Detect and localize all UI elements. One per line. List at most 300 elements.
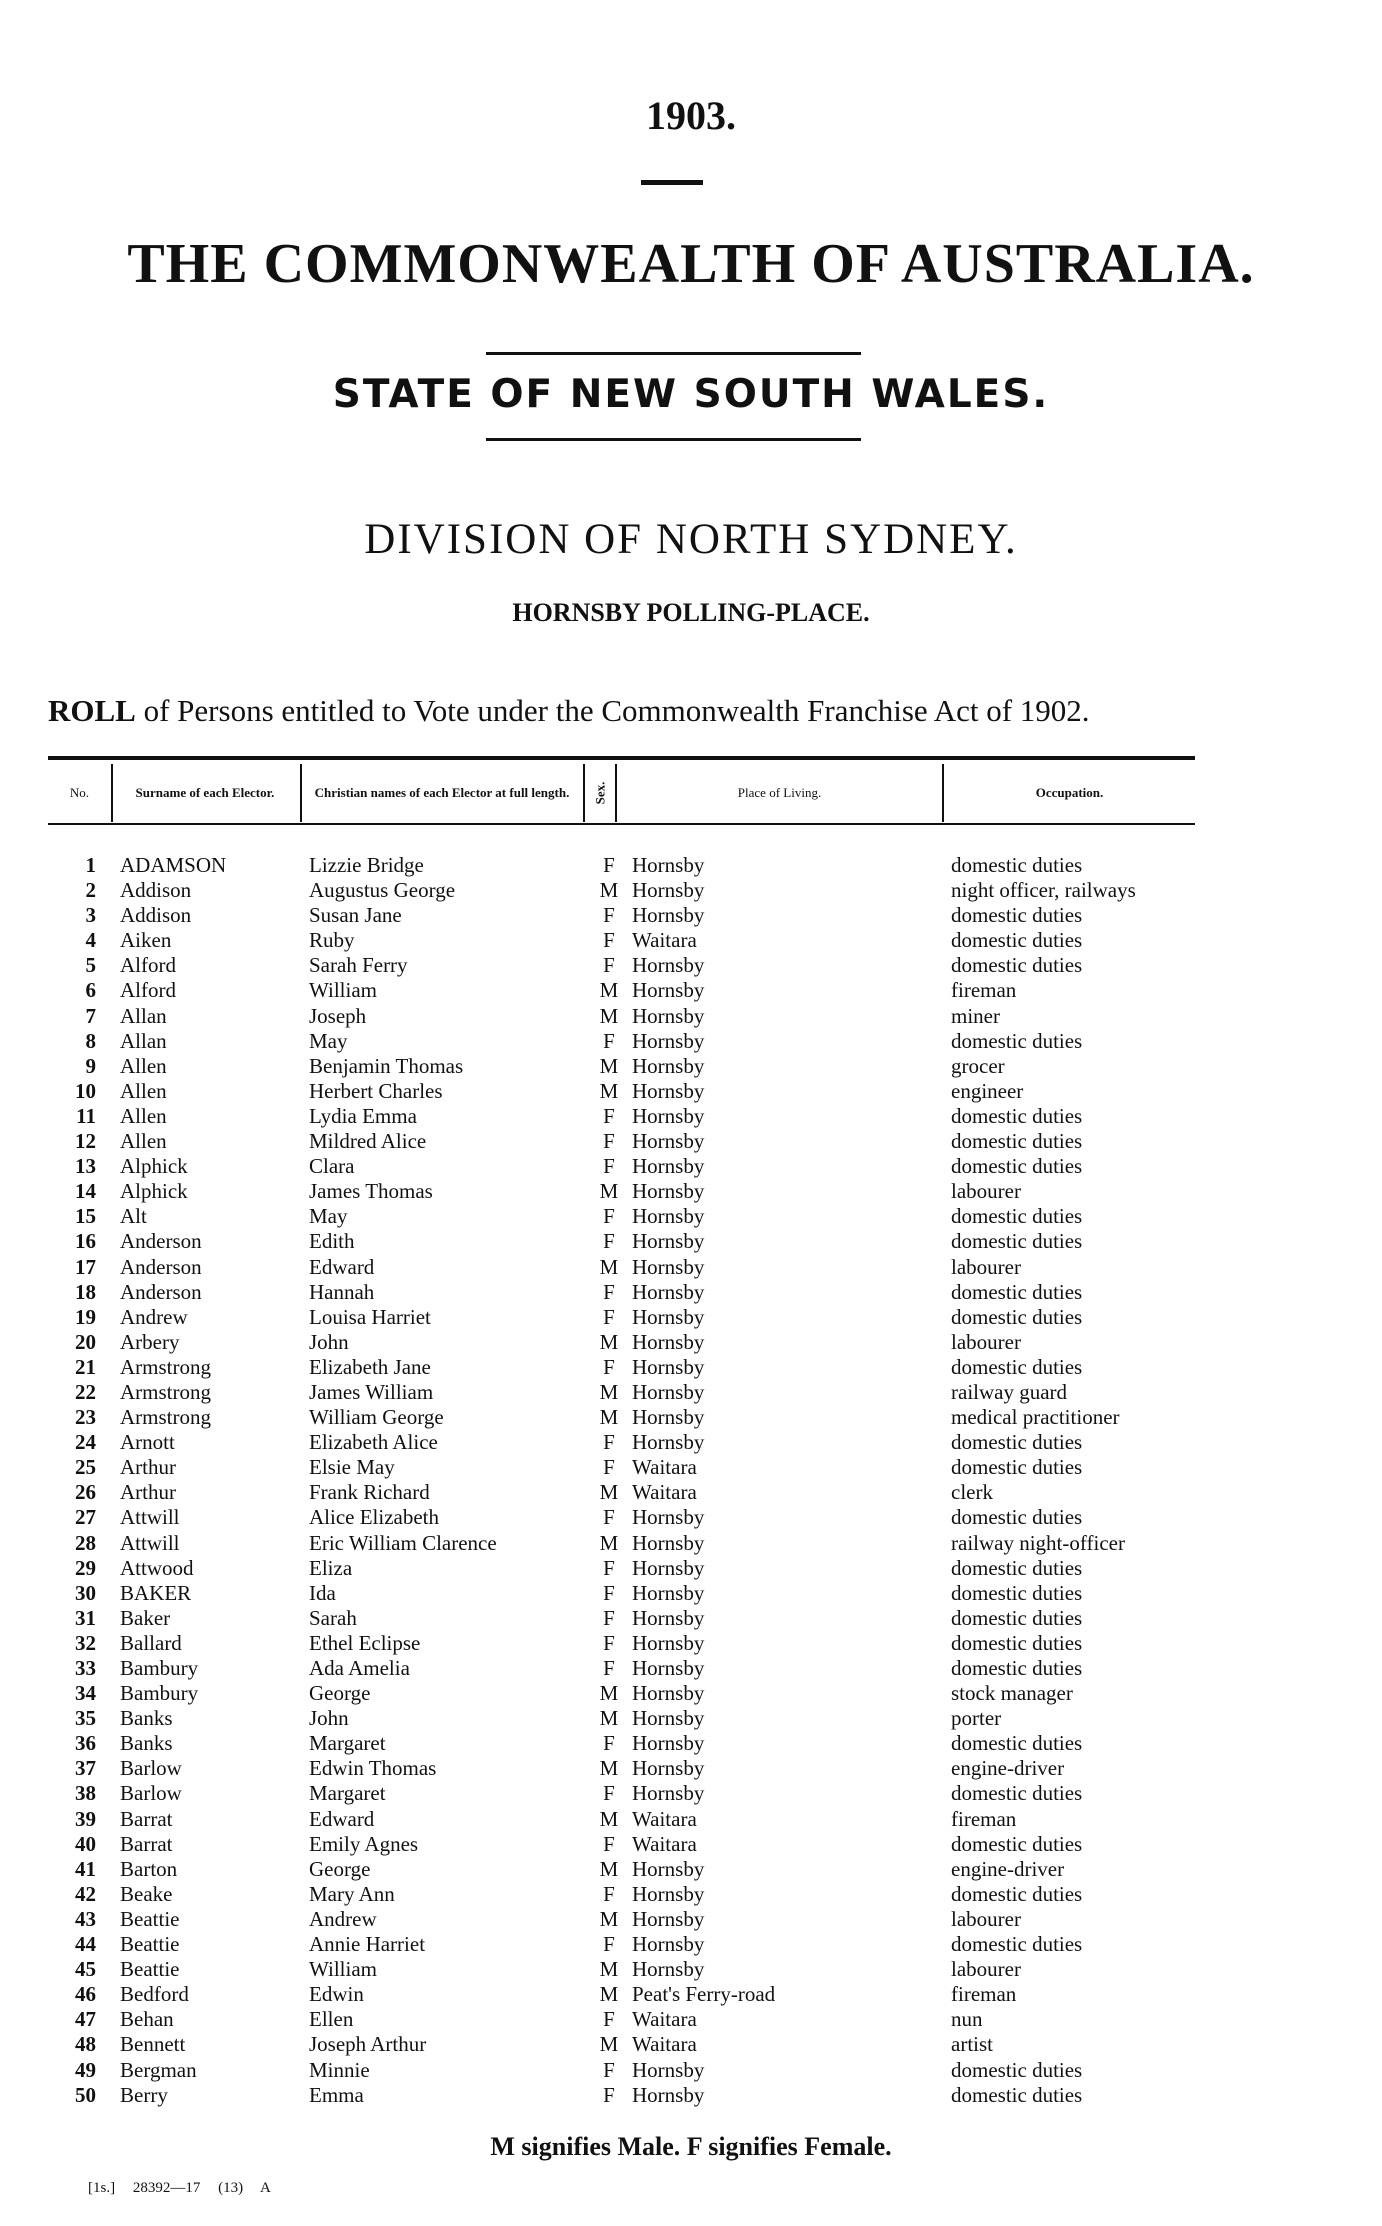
table-row <box>0 2083 1382 2108</box>
cell-no: 2 <box>85 878 96 903</box>
cell-sex: F <box>603 1129 615 1154</box>
cell-sex: M <box>599 1681 619 1706</box>
cell-sex: F <box>603 1354 615 1379</box>
cell-occupation: nun <box>951 2007 983 2032</box>
cell-no: 43 <box>75 1906 96 1931</box>
cell-no: 27 <box>75 1505 96 1530</box>
table-top-rule <box>48 756 1195 760</box>
table-row <box>0 1054 1382 1079</box>
cell-surname: Attwill <box>120 1505 180 1530</box>
cell-occupation: clerk <box>951 1480 993 1505</box>
cell-christian: Louisa Harriet <box>309 1304 431 1329</box>
cell-place: Waitara <box>632 1455 697 1480</box>
cell-sex: F <box>603 903 615 928</box>
cell-occupation: miner <box>951 1003 1000 1028</box>
column-divider <box>111 764 113 822</box>
cell-surname: Barlow <box>120 1756 182 1781</box>
cell-no: 15 <box>75 1204 96 1229</box>
cell-occupation: domestic duties <box>951 1304 1083 1329</box>
cell-surname: Arthur <box>120 1480 176 1505</box>
cell-place: Hornsby <box>632 953 705 978</box>
cell-no: 42 <box>75 1881 96 1906</box>
cell-place: Hornsby <box>632 1179 705 1204</box>
cell-surname: Berry <box>120 2082 168 2107</box>
cell-no: 13 <box>75 1154 96 1179</box>
cell-no: 38 <box>75 1781 96 1806</box>
cell-no: 14 <box>75 1179 96 1204</box>
table-header-rule <box>48 823 1195 825</box>
cell-occupation: domestic duties <box>951 1505 1083 1530</box>
cell-christian: Lizzie Bridge <box>309 853 424 877</box>
cell-christian: Minnie <box>309 2057 370 2082</box>
cell-occupation: railway night-officer <box>951 1530 1125 1555</box>
cell-sex: M <box>599 1957 619 1982</box>
cell-christian: Lydia Emma <box>309 1103 417 1128</box>
cell-sex: M <box>599 1756 619 1781</box>
cell-christian: Clara <box>309 1154 355 1179</box>
cell-no: 48 <box>75 2032 96 2057</box>
cell-sex: F <box>603 1204 615 1229</box>
cell-christian: Edwin Thomas <box>309 1756 437 1781</box>
cell-christian: May <box>309 1028 348 1053</box>
table-row <box>0 1380 1382 1405</box>
cell-place: Waitara <box>632 1480 697 1505</box>
cell-sex: M <box>599 1530 619 1555</box>
cell-christian: Emily Agnes <box>309 1831 419 1856</box>
cell-sex: F <box>603 1605 615 1630</box>
cell-place: Hornsby <box>632 1379 705 1404</box>
cell-place: Hornsby <box>632 903 705 928</box>
cell-occupation: domestic duties <box>951 1831 1083 1856</box>
cell-sex: F <box>603 1932 615 1957</box>
cell-occupation: domestic duties <box>951 1781 1083 1806</box>
cell-christian: Emma <box>309 2082 364 2107</box>
cell-place: Hornsby <box>632 878 705 903</box>
column-header-occupation: Occupation. <box>1035 785 1104 800</box>
cell-occupation: medical practitioner <box>951 1405 1120 1430</box>
cell-christian: John <box>309 1329 349 1354</box>
cell-occupation: artist <box>951 2032 993 2057</box>
cell-no: 39 <box>75 1806 96 1831</box>
cell-place: Hornsby <box>632 1706 705 1731</box>
cell-no: 22 <box>75 1379 96 1404</box>
cell-christian: George <box>309 1681 371 1706</box>
cell-no: 33 <box>75 1656 96 1680</box>
cell-place: Hornsby <box>632 1078 705 1103</box>
cell-christian: Benjamin Thomas <box>309 1053 464 1078</box>
cell-place: Waitara <box>632 2007 697 2032</box>
cell-no: 47 <box>75 2007 96 2032</box>
cell-surname: Attwood <box>120 1555 194 1580</box>
cell-christian: Edwin <box>309 1982 364 2007</box>
roll-description: of Persons entitled to Vote under the Commonwealth Franchise Act of 1902. <box>135 693 1090 728</box>
cell-occupation: domestic duties <box>951 1555 1083 1580</box>
cell-surname: Banks <box>120 1706 173 1731</box>
table-row <box>0 1505 1382 1530</box>
cell-christian: Eric William Clarence <box>309 1530 497 1555</box>
cell-no: 44 <box>75 1932 96 1957</box>
cell-no: 1 <box>85 853 96 877</box>
cell-place: Hornsby <box>632 1204 705 1229</box>
cell-christian: Elizabeth Jane <box>309 1354 431 1379</box>
cell-occupation: domestic duties <box>951 1605 1083 1630</box>
cell-surname: Allan <box>120 1003 167 1028</box>
cell-no: 4 <box>85 928 96 953</box>
cell-sex: F <box>603 928 615 953</box>
cell-sex: F <box>603 1881 615 1906</box>
cell-place: Hornsby <box>632 1505 705 1530</box>
cell-surname: Aiken <box>120 928 172 953</box>
cell-sex: F <box>603 2007 615 2032</box>
cell-place: Hornsby <box>632 1304 705 1329</box>
cell-sex: F <box>603 1630 615 1655</box>
cell-christian: Edward <box>309 1806 375 1831</box>
cell-christian: Andrew <box>309 1906 377 1931</box>
cell-christian: Herbert Charles <box>309 1078 443 1103</box>
cell-christian: Sarah <box>309 1605 357 1630</box>
table-row <box>0 1606 1382 1631</box>
cell-place: Hornsby <box>632 1053 705 1078</box>
table-row <box>0 1355 1382 1380</box>
table-row <box>0 2058 1382 2083</box>
cell-christian: May <box>309 1204 348 1229</box>
table-row <box>0 1004 1382 1029</box>
cell-christian: Margaret <box>309 1731 386 1756</box>
cell-no: 31 <box>75 1605 96 1630</box>
cell-occupation: domestic duties <box>951 1103 1083 1128</box>
cell-occupation: domestic duties <box>951 1279 1083 1304</box>
cell-sex: F <box>603 1580 615 1605</box>
cell-no: 26 <box>75 1480 96 1505</box>
table-row <box>0 1832 1382 1857</box>
cell-sex: F <box>603 1781 615 1806</box>
sex-legend: M signifies Male. F signifies Female. <box>490 2132 892 2161</box>
cell-place: Hornsby <box>632 1028 705 1053</box>
cell-no: 8 <box>85 1028 96 1053</box>
cell-sex: M <box>599 1982 619 2007</box>
table-row <box>0 1405 1382 1430</box>
cell-surname: Ballard <box>120 1630 182 1655</box>
cell-place: Hornsby <box>632 1781 705 1806</box>
cell-christian: Mildred Alice <box>309 1129 427 1154</box>
cell-surname: Alford <box>120 953 176 978</box>
cell-no: 45 <box>75 1957 96 1982</box>
cell-christian: William <box>309 1957 377 1982</box>
cell-sex: F <box>603 1154 615 1179</box>
cell-surname: Barlow <box>120 1781 182 1806</box>
year-heading: 1903. <box>646 93 736 138</box>
cell-surname: Anderson <box>120 1254 202 1279</box>
cell-surname: Baker <box>120 1605 171 1630</box>
cell-occupation: domestic duties <box>951 1229 1083 1254</box>
cell-occupation: domestic duties <box>951 1129 1083 1154</box>
table-row <box>0 953 1382 978</box>
table-row <box>0 928 1382 953</box>
cell-no: 35 <box>75 1706 96 1731</box>
cell-no: 46 <box>75 1982 96 2007</box>
table-row <box>0 1807 1382 1832</box>
cell-christian: Edward <box>309 1254 375 1279</box>
column-header-sex <box>585 764 615 822</box>
cell-surname: Alphick <box>120 1154 188 1179</box>
cell-sex: F <box>603 2082 615 2107</box>
cell-surname: Allan <box>120 1028 167 1053</box>
cell-christian: Frank Richard <box>309 1480 430 1505</box>
cell-christian: James William <box>309 1379 434 1404</box>
cell-sex: F <box>603 953 615 978</box>
cell-sex: F <box>603 2057 615 2082</box>
cell-no: 7 <box>85 1003 96 1028</box>
cell-christian: Annie Harriet <box>309 1932 426 1957</box>
cell-christian: William <box>309 978 377 1003</box>
cell-sex: M <box>599 1405 619 1430</box>
cell-place: Hornsby <box>632 1856 705 1881</box>
column-header-christian-names: Christian names of each Elector at full length. <box>314 785 570 800</box>
cell-surname: BAKER <box>120 1580 192 1605</box>
cell-occupation: stock manager <box>951 1681 1073 1706</box>
cell-place: Hornsby <box>632 1906 705 1931</box>
cell-surname: Armstrong <box>120 1354 211 1379</box>
table-row <box>0 1204 1382 1229</box>
cell-sex: M <box>599 1806 619 1831</box>
table-row <box>0 1280 1382 1305</box>
cell-sex: F <box>603 1028 615 1053</box>
cell-no: 17 <box>75 1254 96 1279</box>
cell-occupation: domestic duties <box>951 1881 1083 1906</box>
cell-place: Hornsby <box>632 1656 705 1680</box>
short-rule <box>641 180 703 185</box>
cell-occupation: porter <box>951 1706 1002 1731</box>
column-header-no: No. <box>69 785 90 800</box>
cell-surname: Allen <box>120 1078 167 1103</box>
cell-occupation: domestic duties <box>951 2057 1083 2082</box>
cell-christian: John <box>309 1706 349 1731</box>
table-row <box>0 878 1382 903</box>
table-row <box>0 1154 1382 1179</box>
cell-surname: Beattie <box>120 1906 180 1931</box>
cell-sex: M <box>599 1379 619 1404</box>
cell-sex: F <box>603 1555 615 1580</box>
state-rule-bottom <box>486 438 861 441</box>
cell-occupation: engine-driver <box>951 1756 1065 1781</box>
cell-place: Hornsby <box>632 1229 705 1254</box>
cell-christian: Ada Amelia <box>309 1656 410 1680</box>
cell-surname: Andrew <box>120 1304 188 1329</box>
table-row <box>0 1581 1382 1606</box>
cell-sex: F <box>603 1656 615 1680</box>
cell-surname: Banks <box>120 1731 173 1756</box>
cell-no: 23 <box>75 1405 96 1430</box>
cell-occupation: fireman <box>951 1982 1017 2007</box>
cell-place: Hornsby <box>632 1530 705 1555</box>
table-row <box>0 1104 1382 1129</box>
cell-place: Hornsby <box>632 1405 705 1430</box>
cell-no: 41 <box>75 1856 96 1881</box>
cell-sex: M <box>599 978 619 1003</box>
cell-christian: Eliza <box>309 1555 353 1580</box>
cell-occupation: labourer <box>951 1254 1021 1279</box>
column-header-surname: Surname of each Elector. <box>135 785 275 800</box>
cell-sex: M <box>599 1254 619 1279</box>
cell-surname: Arbery <box>120 1329 180 1354</box>
polling-place-heading: HORNSBY POLLING-PLACE. <box>512 598 870 627</box>
cell-no: 34 <box>75 1681 96 1706</box>
commonwealth-heading: THE COMMONWEALTH OF AUSTRALIA. <box>127 233 1255 295</box>
cell-sex: F <box>603 853 615 877</box>
cell-sex: M <box>599 1179 619 1204</box>
cell-occupation: domestic duties <box>951 903 1083 928</box>
table-row <box>0 1029 1382 1054</box>
cell-sex: M <box>599 1706 619 1731</box>
cell-surname: Anderson <box>120 1279 202 1304</box>
cell-christian: William George <box>309 1405 444 1430</box>
cell-place: Hornsby <box>632 978 705 1003</box>
cell-place: Hornsby <box>632 1154 705 1179</box>
cell-place: Peat's Ferry-road <box>632 1982 776 2007</box>
table-row <box>0 1907 1382 1932</box>
cell-surname: Allen <box>120 1053 167 1078</box>
table-row <box>0 1857 1382 1882</box>
cell-no: 30 <box>75 1580 96 1605</box>
cell-sex: M <box>599 1856 619 1881</box>
cell-christian: Ida <box>309 1580 336 1605</box>
cell-no: 12 <box>75 1129 96 1154</box>
cell-no: 9 <box>85 1053 96 1078</box>
table-row <box>0 1305 1382 1330</box>
table-row <box>0 1932 1382 1957</box>
cell-occupation: domestic duties <box>951 1354 1083 1379</box>
cell-place: Hornsby <box>632 1129 705 1154</box>
cell-surname: Armstrong <box>120 1379 211 1404</box>
cell-occupation: night officer, railways <box>951 878 1136 903</box>
table-row <box>0 1129 1382 1154</box>
cell-sex: M <box>599 878 619 903</box>
cell-surname: Addison <box>120 903 192 928</box>
cell-surname: Barton <box>120 1856 178 1881</box>
cell-christian: James Thomas <box>309 1179 433 1204</box>
cell-surname: Behan <box>120 2007 174 2032</box>
cell-place: Hornsby <box>632 1580 705 1605</box>
table-row <box>0 978 1382 1003</box>
roll-title <box>48 693 1090 729</box>
cell-place: Hornsby <box>632 1630 705 1655</box>
table-row <box>0 1179 1382 1204</box>
roll-word: ROLL <box>48 693 136 728</box>
cell-occupation: grocer <box>951 1053 1005 1078</box>
cell-occupation: labourer <box>951 1957 1021 1982</box>
cell-place: Hornsby <box>632 853 705 877</box>
cell-surname: Beake <box>120 1881 173 1906</box>
cell-place: Waitara <box>632 1806 697 1831</box>
cell-christian: George <box>309 1856 371 1881</box>
cell-occupation: labourer <box>951 1329 1021 1354</box>
table-row <box>0 1756 1382 1781</box>
cell-no: 40 <box>75 1831 96 1856</box>
cell-no: 10 <box>75 1078 96 1103</box>
cell-christian: Margaret <box>309 1781 386 1806</box>
cell-occupation: domestic duties <box>951 1455 1083 1480</box>
cell-occupation: domestic duties <box>951 1154 1083 1179</box>
cell-occupation: domestic duties <box>951 928 1083 953</box>
cell-sex: M <box>599 1480 619 1505</box>
table-row <box>0 1656 1382 1681</box>
table-row <box>0 1556 1382 1581</box>
table-row <box>0 1229 1382 1254</box>
printer-reference: [1s.] 28392—17 (13) A <box>88 2180 271 2196</box>
cell-christian: Joseph Arthur <box>309 2032 427 2057</box>
cell-surname: ADAMSON <box>120 853 227 877</box>
table-row <box>0 1079 1382 1104</box>
table-row <box>0 1681 1382 1706</box>
state-rule-top <box>486 352 861 355</box>
cell-sex: F <box>603 1103 615 1128</box>
cell-place: Hornsby <box>632 1329 705 1354</box>
cell-place: Hornsby <box>632 1957 705 1982</box>
state-heading: STATE OF NEW SOUTH WALES. <box>332 372 1050 417</box>
cell-christian: Hannah <box>309 1279 375 1304</box>
table-row <box>0 2007 1382 2032</box>
table-row <box>0 853 1382 878</box>
cell-surname: Allen <box>120 1129 167 1154</box>
cell-place: Hornsby <box>632 1681 705 1706</box>
cell-occupation: engineer <box>951 1078 1024 1103</box>
cell-surname: Barrat <box>120 1831 173 1856</box>
cell-christian: Elsie May <box>309 1455 395 1480</box>
cell-occupation: domestic duties <box>951 1580 1083 1605</box>
cell-sex: M <box>599 1329 619 1354</box>
cell-sex: F <box>603 1430 615 1455</box>
cell-christian: Susan Jane <box>309 903 402 928</box>
cell-christian: Augustus George <box>309 878 456 903</box>
cell-occupation: labourer <box>951 1179 1021 1204</box>
cell-no: 29 <box>75 1555 96 1580</box>
cell-surname: Alphick <box>120 1179 188 1204</box>
cell-occupation: fireman <box>951 1806 1017 1831</box>
cell-surname: Allen <box>120 1103 167 1128</box>
cell-no: 32 <box>75 1630 96 1655</box>
cell-occupation: domestic duties <box>951 1731 1083 1756</box>
column-header-sex-label: Sex. <box>592 781 607 805</box>
cell-occupation: domestic duties <box>951 1430 1083 1455</box>
cell-sex: F <box>603 1731 615 1756</box>
cell-occupation: domestic duties <box>951 2082 1083 2107</box>
cell-occupation: fireman <box>951 978 1017 1003</box>
cell-surname: Bambury <box>120 1656 199 1680</box>
cell-surname: Armstrong <box>120 1405 211 1430</box>
cell-surname: Bambury <box>120 1681 199 1706</box>
cell-sex: F <box>603 1831 615 1856</box>
cell-occupation: engine-driver <box>951 1856 1065 1881</box>
table-row <box>0 1957 1382 1982</box>
cell-place: Hornsby <box>632 1430 705 1455</box>
cell-surname: Attwill <box>120 1530 180 1555</box>
cell-sex: M <box>599 1906 619 1931</box>
cell-sex: F <box>603 1279 615 1304</box>
cell-christian: Joseph <box>309 1003 367 1028</box>
cell-no: 50 <box>75 2082 96 2107</box>
cell-place: Hornsby <box>632 1731 705 1756</box>
cell-no: 24 <box>75 1430 96 1455</box>
table-row <box>0 1982 1382 2007</box>
cell-surname: Bergman <box>120 2057 197 2082</box>
cell-sex: M <box>599 1078 619 1103</box>
cell-surname: Bedford <box>120 1982 189 2007</box>
cell-no: 21 <box>75 1354 96 1379</box>
cell-occupation: domestic duties <box>951 1656 1083 1680</box>
cell-no: 11 <box>76 1103 96 1128</box>
cell-christian: Mary Ann <box>309 1881 395 1906</box>
cell-sex: F <box>603 1304 615 1329</box>
